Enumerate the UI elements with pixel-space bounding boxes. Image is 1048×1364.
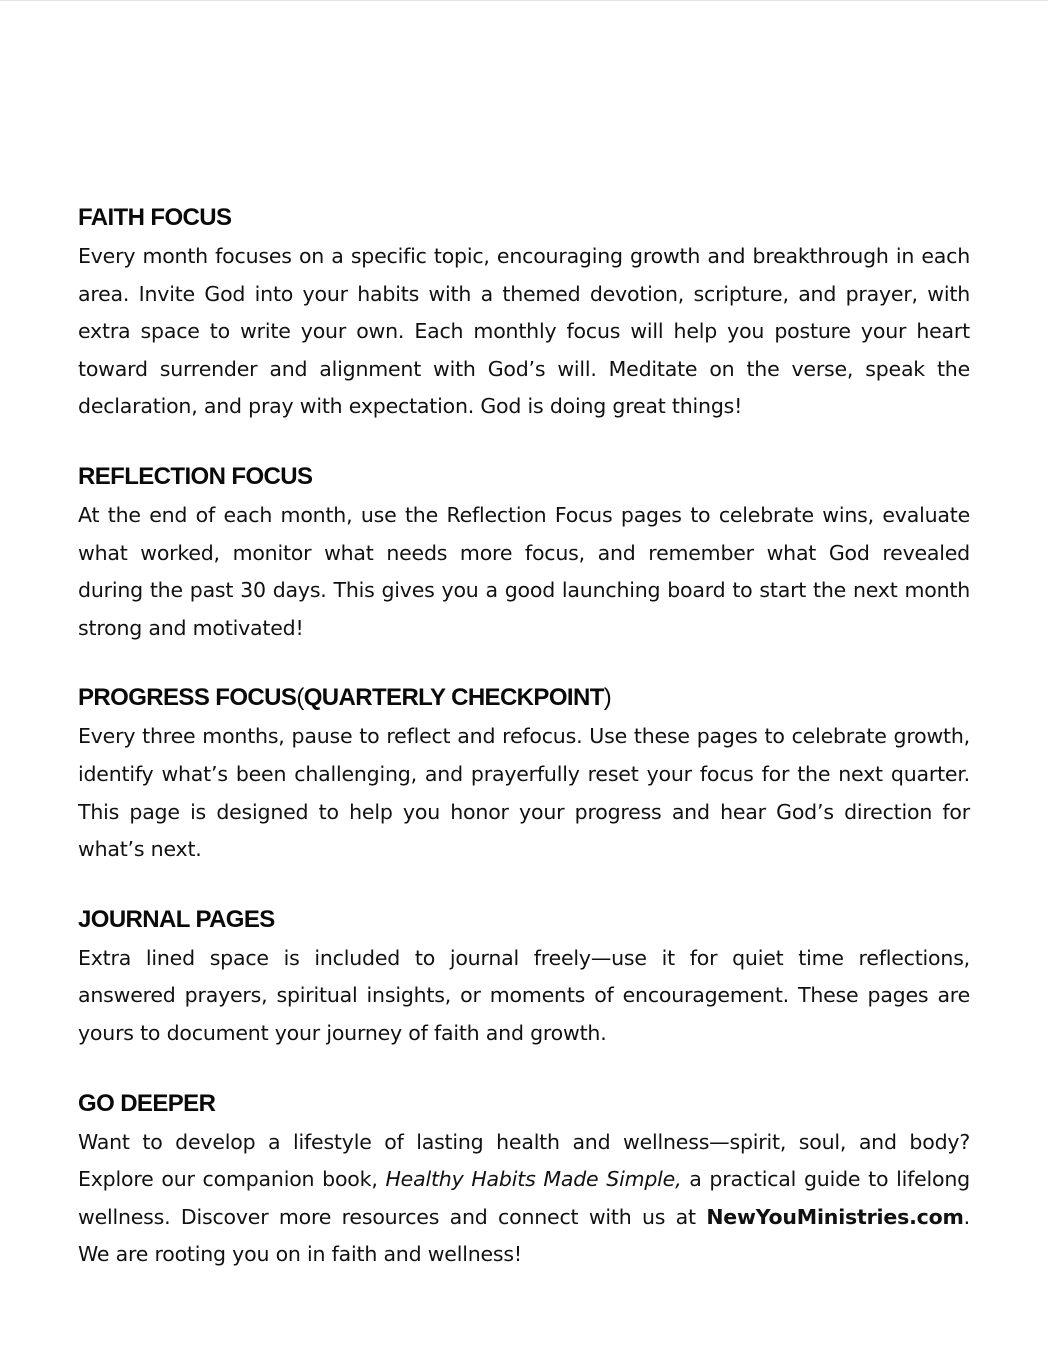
reflection-focus-body: At the end of each month, use the Reflection Focus pages to celebrate wins, evaluate what worked, monitor what needs more focus, and remember what God revealed during the past 30 days. This gives you a good launching board to start the next month strong and motivated! — [78, 502, 970, 640]
progress-focus-heading-main: PROGRESS FOCUS — [78, 684, 297, 712]
journal-pages-body: Extra lined space is included to journal freely—use it for quiet time reflections, answered prayers, spiritual insights, or moments of encouragement. These pages are yours to document your journey of faith and growth. — [78, 945, 970, 1045]
document-page — [78, 203, 970, 1310]
progress-focus-body: Every three months, pause to reflect and refocus. Use these pages to celebrate growth, identify what’s been challenging, and prayerfully reset your focus for the next quarter. This page is designed to help you honor your progress and hear God’s direction for what’s next. — [78, 724, 970, 862]
top-rule — [0, 0, 1048, 1]
progress-focus-heading-sub: QUARTERLY CHECKPOINT — [303, 684, 604, 712]
faith-focus-body: Every month focuses on a specific topic, encouraging growth and breakthrough in each area. Invite God into your habits with a themed devotion, scripture, and prayer, with extra space to write your own. Each monthly focus will help you posture your heart toward surrender and alignment with God’s will. Meditate on the verse, speak the declaration, and pray with expectation. God is doing great things! — [78, 244, 970, 419]
progress-focus-heading — [78, 683, 970, 713]
progress-focus-section — [78, 683, 970, 868]
website-link[interactable]: NewYouMinistries.com — [706, 1204, 964, 1229]
faith-focus-section — [78, 203, 970, 426]
go-deeper-body-part3: . We are rooting you on in faith and wellness! — [78, 1204, 970, 1267]
go-deeper-body — [78, 1124, 970, 1274]
reflection-focus-heading: REFLECTION FOCUS — [78, 462, 313, 490]
journal-pages-heading: JOURNAL PAGES — [78, 905, 275, 933]
progress-focus-paren-open: ( — [296, 684, 304, 712]
journal-pages-section — [78, 905, 970, 1053]
go-deeper-heading: GO DEEPER — [78, 1089, 216, 1117]
reflection-focus-section — [78, 462, 970, 647]
progress-focus-paren-close: ) — [603, 684, 612, 712]
go-deeper-body-part2: a practical guide to lifelong wellness. Discover more resources and connect with us at — [78, 1167, 970, 1229]
go-deeper-section — [78, 1089, 970, 1274]
book-title: Healthy Habits Made Simple, — [385, 1167, 682, 1192]
go-deeper-body-part1: Want to develop a lifestyle of lasting health and wellness—spirit, soul, and body? Explore our companion book, — [78, 1129, 970, 1192]
faith-focus-heading: FAITH FOCUS — [78, 204, 232, 231]
